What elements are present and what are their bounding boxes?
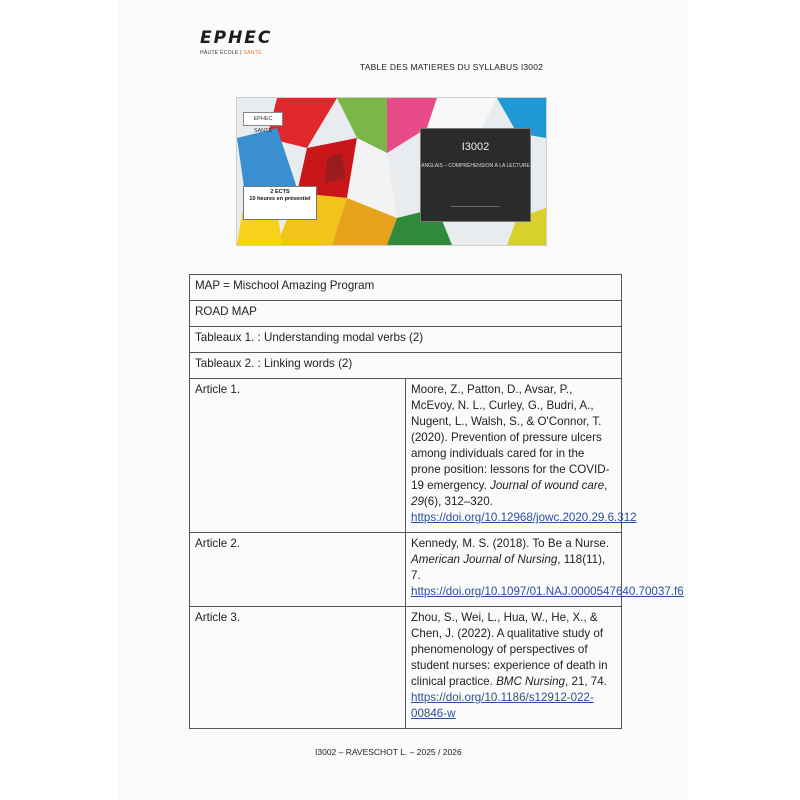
- document-header-title: TABLE DES MATIERES DU SYLLABUS I3002: [360, 62, 544, 72]
- toc-entry-roadmap: ROAD MAP: [190, 301, 622, 327]
- doi-link[interactable]: https://doi.org/10.1186/s12912-022-00846-w: [411, 691, 594, 720]
- cover-badge: EPHEC SANTE: [243, 112, 283, 126]
- toc-row: [190, 353, 622, 379]
- cover-course-code: I3002: [461, 141, 490, 153]
- ephec-logo: [200, 28, 272, 56]
- cover-ects-box: 2 ECTS 10 heures en présentiel: [243, 186, 317, 220]
- article-reference: Zhou, S., Wei, L., Hua, W., He, X., & Chen, J. (2022). A qualitative study of phenomenology of perspectives of student nurses: experience of death in clinical practice. BMC Nursing, 21, 74. https://doi.org/10.1186/s12912-022-00846-w: [406, 607, 622, 729]
- toc-row: [190, 275, 622, 301]
- cover-divider: [451, 206, 500, 207]
- toc-row: [190, 379, 622, 533]
- toc-row: [190, 327, 622, 353]
- logo-tagline: HAUTE ÉCOLE | SANTÉ: [200, 50, 262, 56]
- toc-entry-tableaux-2: Tableaux 2. : Linking words (2): [190, 353, 622, 379]
- toc-row: [190, 607, 622, 729]
- article-label: Article 3.: [190, 607, 406, 729]
- toc-row: [190, 301, 622, 327]
- page-footer: I3002 – RAVESCHOT L. – 2025 / 2026: [315, 747, 462, 757]
- article-label: Article 2.: [190, 533, 406, 607]
- toc-entry-tableaux-1: Tableaux 1. : Understanding modal verbs (2): [190, 327, 622, 353]
- toc-row: [190, 533, 622, 607]
- doi-link[interactable]: https://doi.org/10.1097/01.NAJ.0000547640.70037.f6: [411, 585, 684, 598]
- table-of-contents: [189, 274, 684, 729]
- toc-entry-map: MAP = Mischool Amazing Program: [190, 275, 622, 301]
- doi-link[interactable]: https://doi.org/10.12968/jowc.2020.29.6.312: [411, 511, 637, 524]
- article-reference: Kennedy, M. S. (2018). To Be a Nurse. American Journal of Nursing, 118(11), 7. https://doi.org/10.1097/01.NAJ.0000547640.70037.f6: [406, 533, 622, 607]
- article-reference: Moore, Z., Patton, D., Avsar, P., McEvoy, N. L., Curley, G., Budri, A., Nugent, L., Walsh, S., & O'Connor, T. (2020). Prevention of pressure ulcers among individuals cared for in the prone position: lessons for the COVID-19 emergency. Journal of wound care, 29(6), 312–320. https://doi.org/10.12968/jowc.2020.29.6.312: [406, 379, 622, 533]
- syllabus-cover-image: [236, 97, 547, 246]
- cover-subject: ANGLAIS – COMPRÉHENSION À LA LECTURE: [421, 163, 530, 169]
- article-label: Article 1.: [190, 379, 406, 533]
- logo-wordmark: EPHEC: [200, 28, 273, 48]
- cover-title-panel: [420, 128, 531, 222]
